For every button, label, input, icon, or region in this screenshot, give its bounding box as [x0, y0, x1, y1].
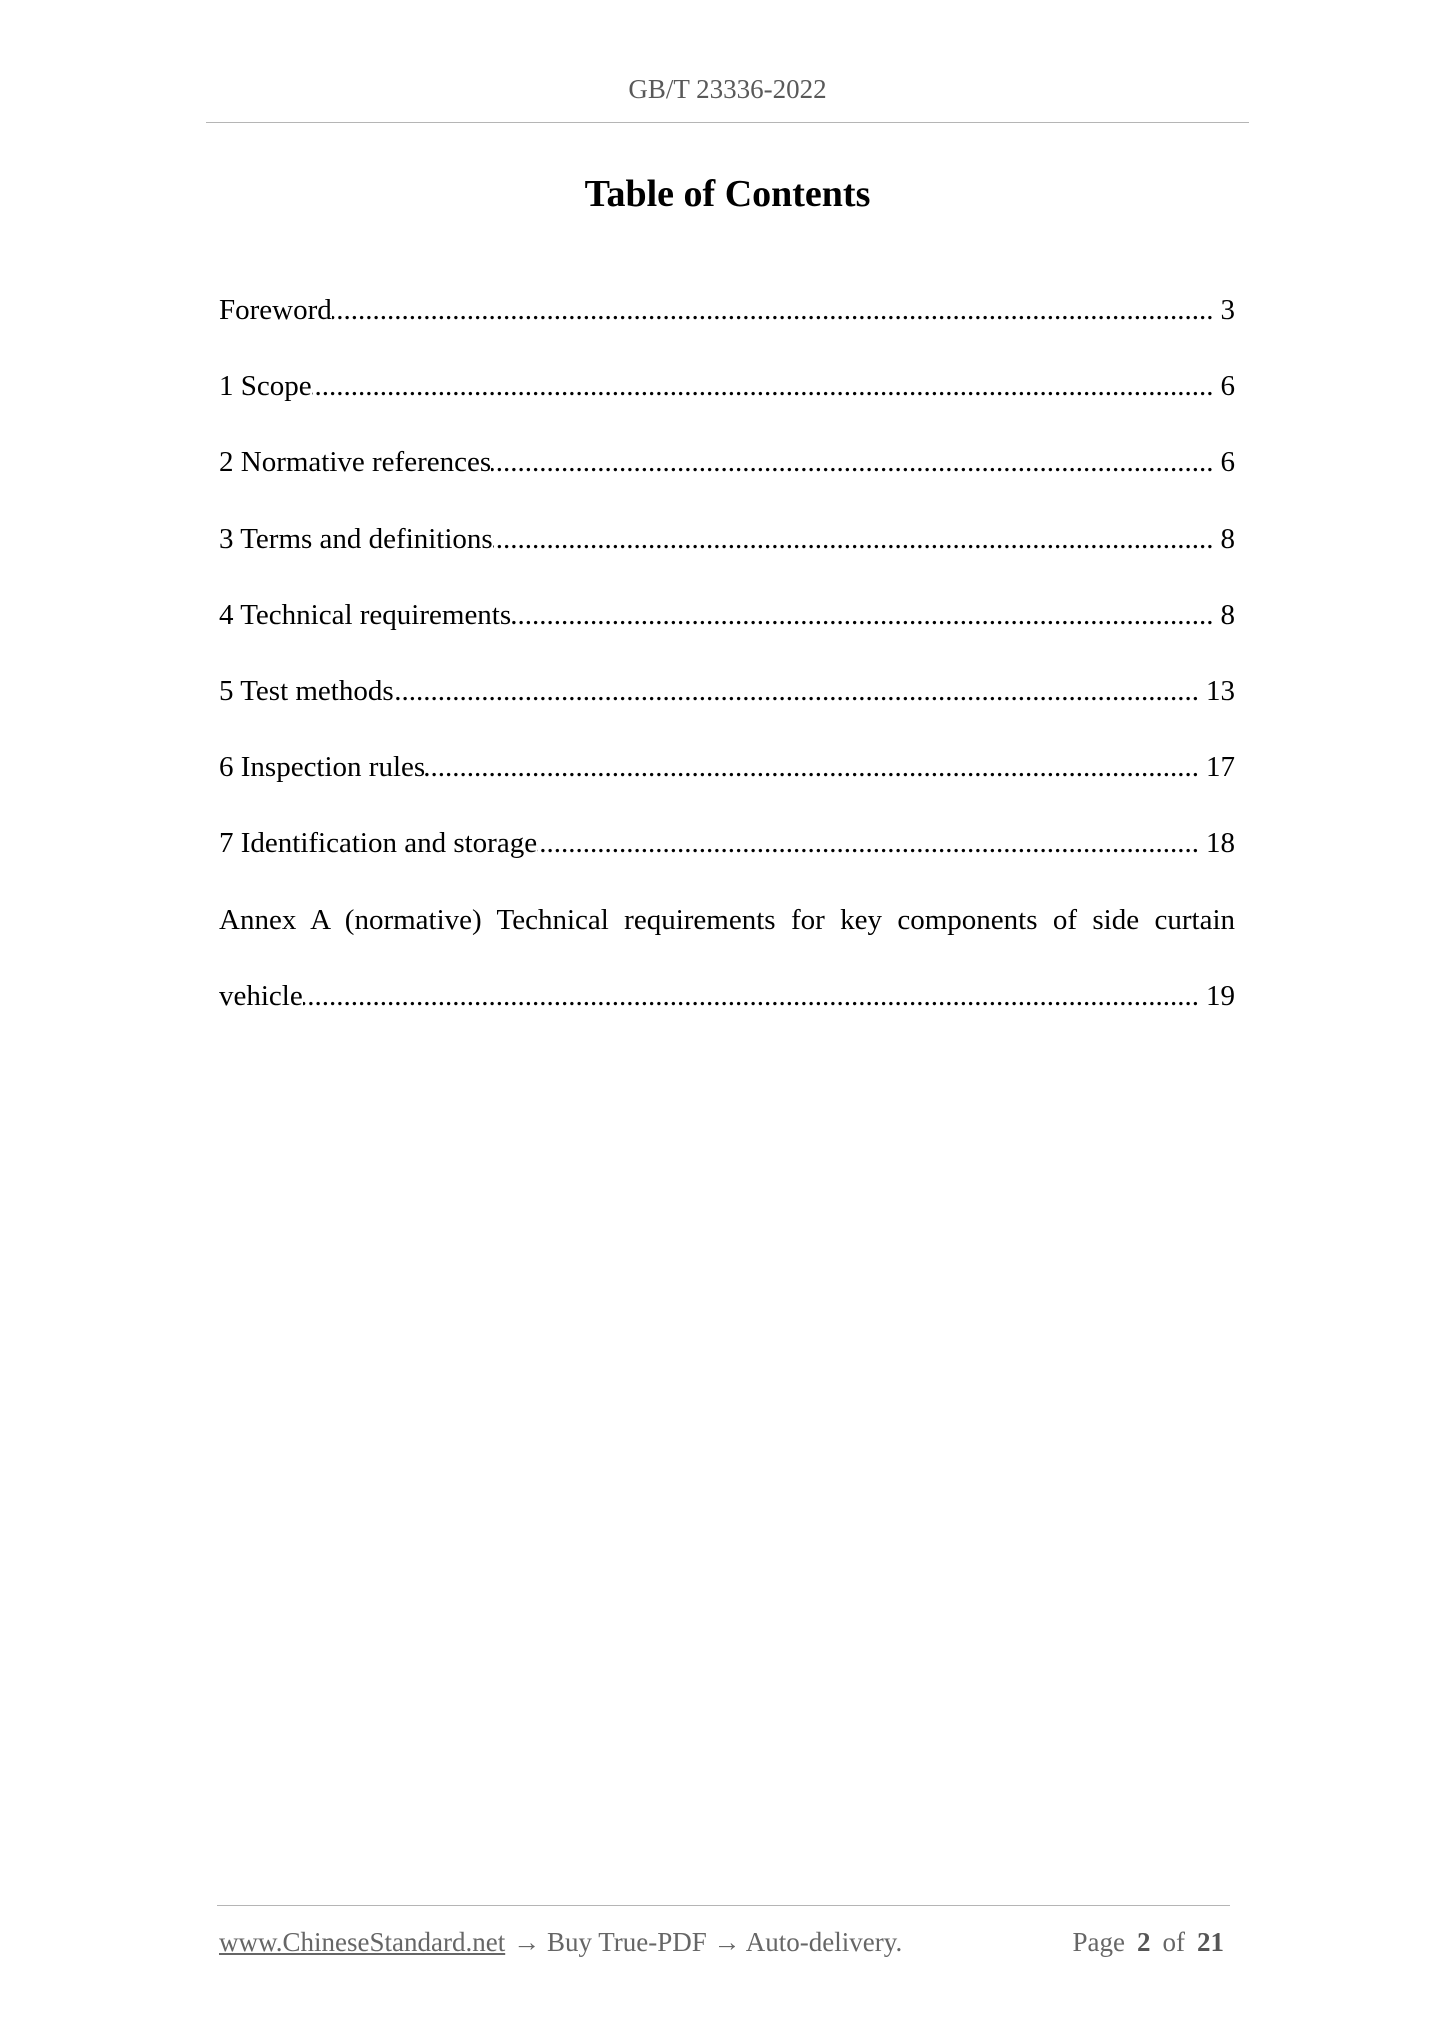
toc-entry-page-number: 6	[1220, 446, 1235, 479]
dot-leader	[537, 805, 1199, 881]
toc-entry-label: 5 Test methods	[219, 674, 394, 707]
dot-leader	[425, 729, 1199, 805]
toc-entry-page-number: 8	[1220, 598, 1235, 631]
toc-entry-label: 2 Normative references	[219, 446, 492, 479]
toc-entry-terms-and-definitions[interactable]	[219, 501, 1235, 577]
toc-entry-page-number: 13	[1206, 674, 1235, 707]
header-divider	[206, 122, 1249, 123]
toc-entry-label: 3 Terms and definitions	[219, 522, 493, 555]
dot-leader	[394, 653, 1199, 729]
toc-entry-foreword[interactable]	[219, 272, 1235, 348]
website-link[interactable]: www.ChineseStandard.net	[219, 1927, 506, 1957]
toc-entry-identification-and-storage[interactable]	[219, 805, 1235, 881]
page-indicator	[1073, 1924, 1224, 1960]
toc-entry-page-number: 3	[1220, 294, 1235, 326]
dot-leader	[332, 272, 1214, 348]
toc-entry-label: Annex A (normative) Technical requirements for key components of side curtain	[219, 903, 1235, 936]
page-title: Table of Contents	[584, 173, 871, 215]
toc-entry-inspection-rules[interactable]	[219, 729, 1235, 805]
toc-entry-technical-requirements[interactable]	[219, 577, 1235, 653]
toc-entry-annex-a[interactable]	[219, 882, 1235, 1034]
footer-divider	[217, 1905, 1230, 1906]
toc-entry-continuation-line	[219, 958, 1235, 1034]
current-page-number: 2	[1137, 1927, 1151, 1957]
dot-leader	[493, 501, 1214, 577]
toc-entry-test-methods[interactable]	[219, 653, 1235, 729]
toc-entry-page-number: 18	[1206, 827, 1235, 860]
toc-entry-page-number: 6	[1220, 370, 1235, 403]
total-pages-number: 21	[1197, 1927, 1224, 1957]
table-of-contents	[219, 272, 1235, 1034]
toc-entry-label: 7 Identification and storage	[219, 827, 538, 860]
dot-leader	[511, 577, 1213, 653]
footer-promo	[219, 1924, 902, 1960]
running-header-standard-code: GB/T 23336-2022	[628, 74, 827, 104]
dot-leader	[312, 348, 1214, 424]
dot-leader	[491, 424, 1213, 500]
toc-entry-normative-references[interactable]	[219, 424, 1235, 500]
dot-leader	[303, 958, 1199, 1034]
toc-entry-label-continued: vehicle	[219, 979, 303, 1012]
toc-entry-label: 1 Scope	[219, 370, 312, 403]
toc-entry-label: 6 Inspection rules	[219, 751, 426, 784]
toc-entry-scope[interactable]	[219, 348, 1235, 424]
page-label: Page	[1072, 1927, 1125, 1957]
footer-tagline: → Buy True-PDF → Auto-delivery.	[513, 1927, 903, 1957]
toc-entry-page-number: 8	[1220, 522, 1235, 555]
toc-entry-label: Foreword	[219, 294, 332, 326]
toc-entry-label: 4 Technical requirements	[219, 598, 512, 631]
page-of-label: of	[1162, 1927, 1185, 1957]
toc-entry-page-number: 19	[1206, 979, 1235, 1012]
toc-entry-page-number: 17	[1206, 751, 1235, 784]
